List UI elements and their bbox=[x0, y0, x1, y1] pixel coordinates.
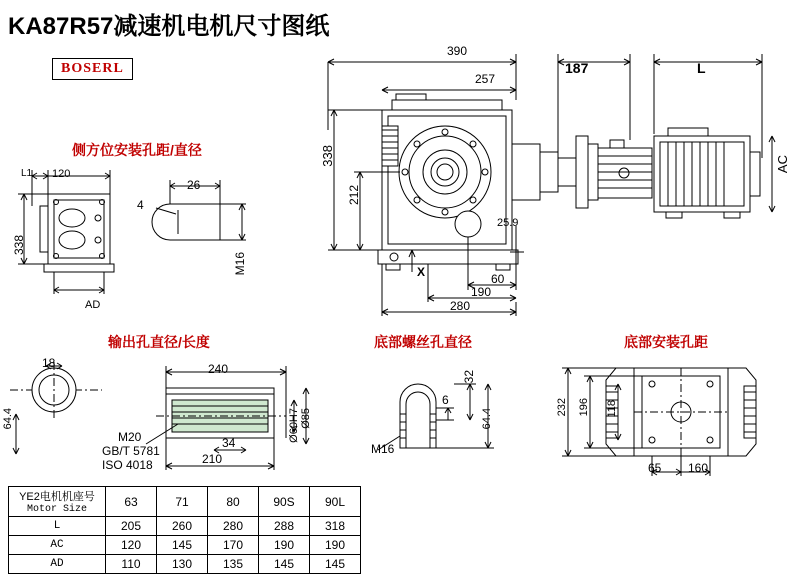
dim-60: 60 bbox=[491, 272, 505, 286]
table-cell: 63 bbox=[106, 487, 157, 517]
side-mount-drawing bbox=[10, 162, 300, 312]
dim-240: 240 bbox=[208, 362, 229, 376]
table-cell: 90L bbox=[310, 487, 361, 517]
section-label-output-bore: 输出孔直径/长度 bbox=[108, 334, 210, 350]
dim-M16-screw: M16 bbox=[371, 442, 395, 456]
table-cell: 190 bbox=[310, 536, 361, 555]
table-cell: 318 bbox=[310, 517, 361, 536]
table-cell: 130 bbox=[157, 555, 208, 574]
dim-120: 120 bbox=[52, 168, 71, 180]
table-row-header: L bbox=[9, 517, 106, 536]
table-cell: 288 bbox=[259, 517, 310, 536]
table-header-cell bbox=[9, 487, 106, 517]
main-assembly-drawing bbox=[320, 40, 790, 320]
dim-190: 190 bbox=[471, 285, 492, 299]
dim-210: 210 bbox=[202, 452, 223, 466]
table-cell: 145 bbox=[310, 555, 361, 574]
dim-32: 32 bbox=[462, 370, 476, 384]
dim-118: 118 bbox=[606, 400, 618, 418]
table-cell: 145 bbox=[157, 536, 208, 555]
dim-34: 34 bbox=[222, 436, 236, 450]
dim-85: Ø85 bbox=[300, 408, 312, 429]
dim-338-main: 338 bbox=[320, 145, 335, 167]
table-cell: 205 bbox=[106, 517, 157, 536]
dim-257: 257 bbox=[475, 72, 496, 86]
dim-64-4-screw: 64.4 bbox=[481, 408, 493, 430]
dim-338-side: 338 bbox=[12, 235, 26, 256]
table-cell: 190 bbox=[259, 536, 310, 555]
bottom-mount-drawing bbox=[556, 356, 792, 482]
dim-L: L bbox=[697, 60, 706, 76]
table-row-header: AC bbox=[9, 536, 106, 555]
dim-280: 280 bbox=[450, 299, 471, 313]
table-cell: 170 bbox=[208, 536, 259, 555]
dim-25-9: 25.9 bbox=[497, 217, 519, 229]
dim-212: 212 bbox=[347, 185, 361, 206]
table-cell: 120 bbox=[106, 536, 157, 555]
table-cell: 80 bbox=[208, 487, 259, 517]
table-cell: 71 bbox=[157, 487, 208, 517]
dim-M16-side: M16 bbox=[233, 252, 247, 276]
dim-M20: M20 bbox=[118, 430, 142, 444]
dim-390: 390 bbox=[447, 44, 468, 58]
table-cell: 260 bbox=[157, 517, 208, 536]
dim-6: 6 bbox=[442, 393, 449, 407]
dim-26: 26 bbox=[187, 178, 201, 192]
table-header-line1: YE2电机机座号 bbox=[19, 491, 95, 503]
table-row bbox=[9, 487, 361, 517]
dim-160: 160 bbox=[688, 461, 709, 475]
dim-187: 187 bbox=[565, 60, 589, 76]
dim-232: 232 bbox=[556, 398, 568, 417]
table-row bbox=[9, 555, 361, 574]
dim-65: 65 bbox=[648, 461, 662, 475]
dim-L1: L1 bbox=[21, 168, 33, 179]
brand-logo: BOSERL bbox=[52, 58, 133, 80]
label-gb-standard: GB/T 5781 bbox=[102, 444, 160, 458]
section-label-bottom-mount: 底部安装孔距 bbox=[624, 334, 708, 350]
table-cell: 280 bbox=[208, 517, 259, 536]
table-cell: 110 bbox=[106, 555, 157, 574]
table-cell: 90S bbox=[259, 487, 310, 517]
table-row bbox=[9, 517, 361, 536]
output-bore-drawing bbox=[6, 354, 316, 484]
page-title: KA87R57减速机电机尺寸图纸 bbox=[8, 13, 330, 40]
dim-196: 196 bbox=[578, 398, 590, 417]
dim-4: 4 bbox=[137, 198, 144, 212]
section-label-side-mount: 侧方位安装孔距/直径 bbox=[72, 142, 202, 158]
dim-AC: AC bbox=[775, 155, 790, 174]
table-header-line2: Motor Size bbox=[26, 504, 87, 515]
table-cell: 135 bbox=[208, 555, 259, 574]
section-label-bottom-screw: 底部螺丝孔直径 bbox=[374, 334, 472, 350]
table-cell: 145 bbox=[259, 555, 310, 574]
dim-64-4-output: 64.4 bbox=[2, 408, 14, 430]
dim-AD: AD bbox=[85, 299, 101, 311]
dim-60H7: Ø60H7 bbox=[288, 408, 300, 443]
label-iso-standard: ISO 4018 bbox=[102, 458, 153, 472]
dim-X: X bbox=[417, 265, 426, 279]
dim-18: 18 bbox=[42, 356, 56, 370]
table-row bbox=[9, 536, 361, 555]
table-row-header: AD bbox=[9, 555, 106, 574]
motor-size-table bbox=[8, 486, 361, 574]
